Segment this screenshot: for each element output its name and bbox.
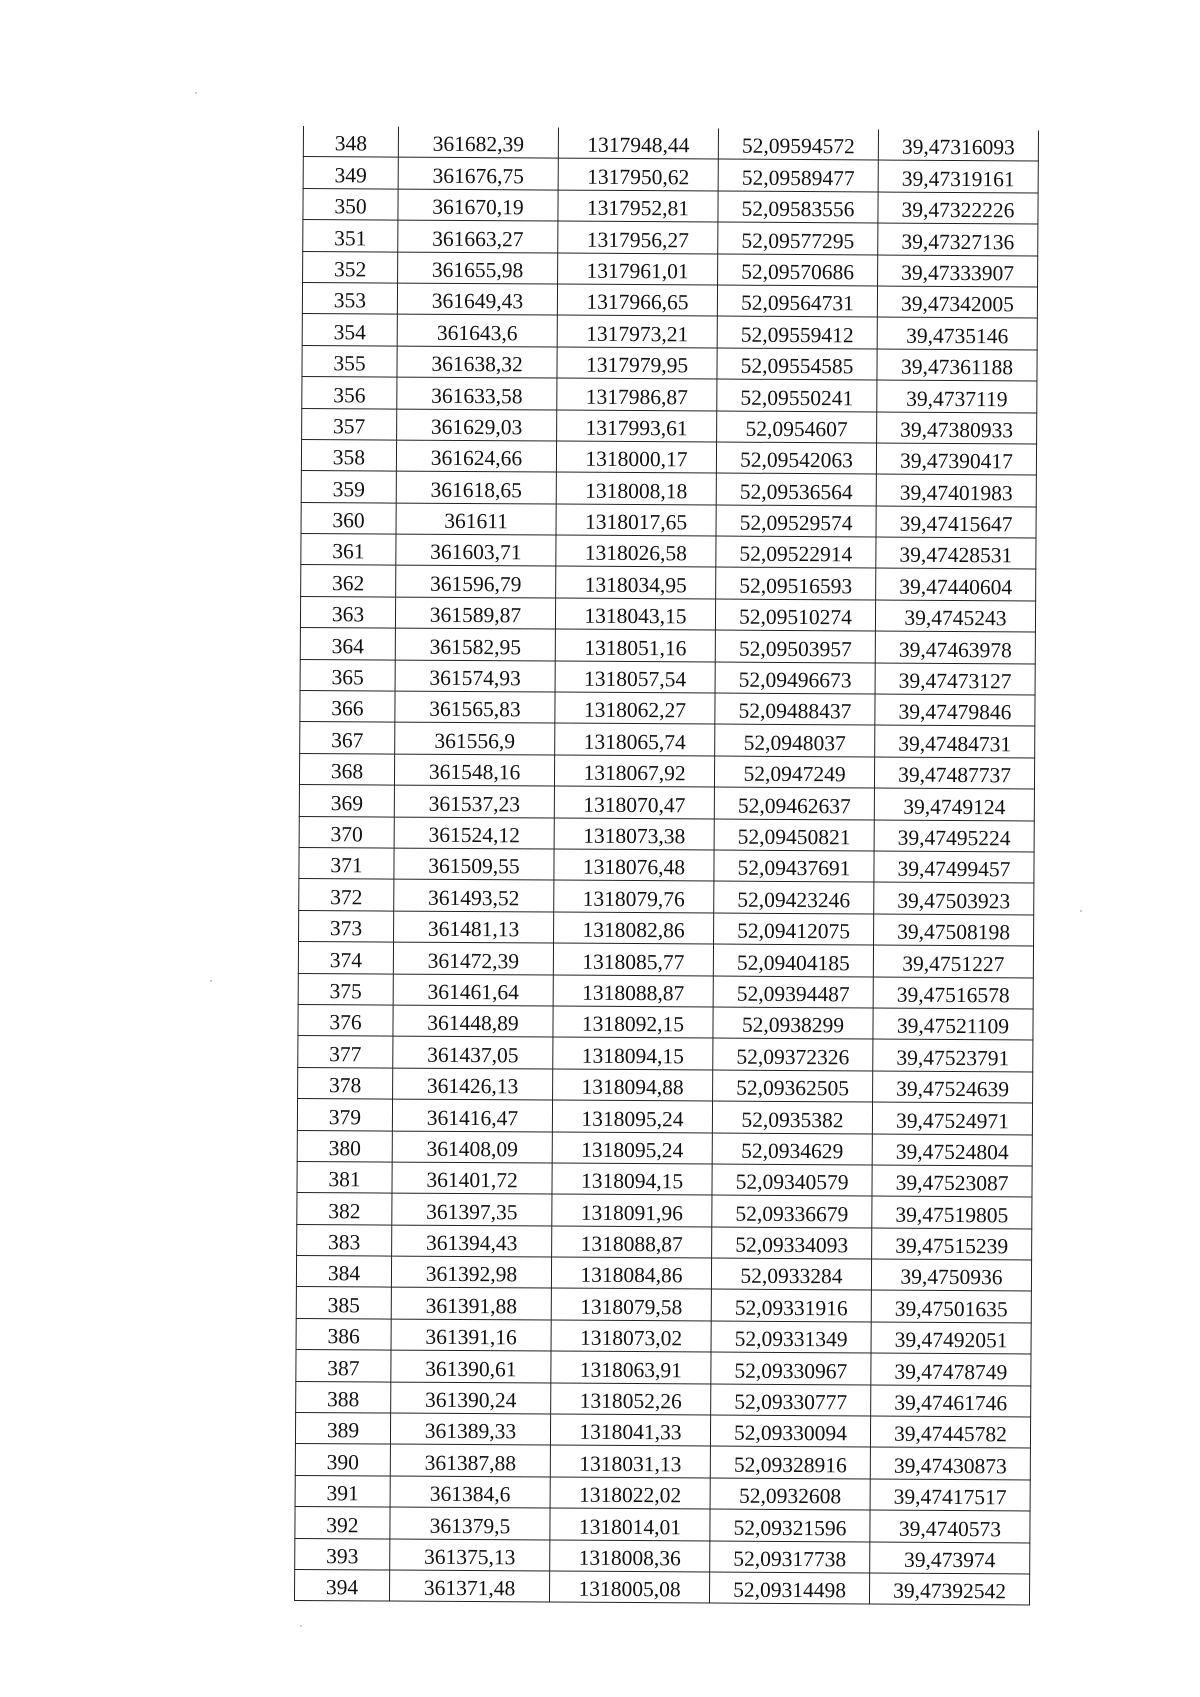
y-coordinate-cell: 1318082,86	[554, 912, 714, 944]
longitude-cell: 39,47478749	[871, 1353, 1031, 1385]
x-coordinate-cell: 361682,39	[398, 127, 558, 159]
longitude-cell: 39,47503923	[874, 882, 1034, 914]
latitude-cell: 52,0954607	[717, 411, 877, 443]
y-coordinate-cell: 1318094,88	[553, 1069, 713, 1101]
y-coordinate-cell: 1318094,15	[553, 1037, 713, 1069]
longitude-cell: 39,47492051	[871, 1322, 1031, 1354]
x-coordinate-cell: 361589,87	[395, 597, 555, 629]
point-number-cell: 378	[298, 1067, 393, 1099]
x-coordinate-cell: 361524,12	[394, 817, 554, 849]
point-number-cell: 384	[296, 1256, 391, 1288]
point-number-cell: 366	[300, 691, 395, 723]
point-number-cell: 351	[303, 220, 398, 252]
y-coordinate-cell: 1317979,95	[557, 347, 717, 379]
y-coordinate-cell: 1318052,26	[551, 1383, 711, 1415]
longitude-cell: 39,47479846	[875, 694, 1035, 726]
table-row	[297, 1161, 1032, 1197]
point-number-cell: 380	[297, 1130, 392, 1162]
point-number-cell: 352	[303, 251, 398, 283]
x-coordinate-cell: 361437,05	[393, 1036, 553, 1068]
latitude-cell: 52,0948037	[715, 724, 875, 756]
y-coordinate-cell: 1318070,47	[554, 786, 714, 818]
point-number-cell: 364	[300, 628, 395, 660]
table-row	[303, 126, 1038, 161]
y-coordinate-cell: 1318034,95	[556, 567, 716, 599]
longitude-cell: 39,47392542	[869, 1573, 1029, 1605]
point-number-cell: 373	[299, 910, 394, 942]
point-number-cell: 372	[299, 879, 394, 911]
point-number-cell: 392	[295, 1507, 390, 1539]
latitude-cell: 52,09570686	[718, 254, 878, 286]
y-coordinate-cell: 1318062,27	[555, 692, 715, 724]
longitude-cell: 39,47401983	[876, 474, 1036, 506]
latitude-cell: 52,09529574	[716, 505, 876, 537]
latitude-cell: 52,09564731	[717, 285, 877, 317]
table-row	[294, 1569, 1029, 1605]
longitude-cell: 39,47430873	[870, 1447, 1030, 1479]
table-row	[298, 1067, 1033, 1103]
x-coordinate-cell: 361638,32	[397, 346, 557, 378]
point-number-cell: 363	[300, 596, 395, 628]
point-number-cell: 394	[294, 1569, 389, 1601]
x-coordinate-cell: 361481,13	[394, 911, 554, 943]
point-number-cell: 383	[297, 1224, 392, 1256]
longitude-cell: 39,47319161	[878, 160, 1038, 192]
table-row	[295, 1538, 1030, 1574]
latitude-cell: 52,09314498	[709, 1572, 869, 1604]
longitude-cell: 39,4737119	[877, 380, 1037, 412]
latitude-cell: 52,09594572	[718, 129, 878, 161]
y-coordinate-cell: 1318073,38	[554, 818, 714, 850]
point-number-cell: 371	[299, 847, 394, 879]
y-coordinate-cell: 1318017,65	[556, 504, 716, 536]
point-number-cell: 362	[301, 565, 396, 597]
longitude-cell: 39,4745243	[875, 600, 1035, 632]
latitude-cell: 52,09503957	[715, 630, 875, 662]
x-coordinate-cell: 361611	[396, 503, 556, 535]
latitude-cell: 52,0938299	[713, 1007, 873, 1039]
latitude-cell: 52,09394487	[713, 976, 873, 1008]
table-row	[296, 1256, 1031, 1292]
y-coordinate-cell: 1318085,77	[553, 943, 713, 975]
y-coordinate-cell: 1318092,15	[553, 1006, 713, 1038]
table-row	[296, 1318, 1031, 1354]
y-coordinate-cell: 1317948,44	[558, 128, 718, 160]
latitude-cell: 52,09404185	[713, 944, 873, 976]
x-coordinate-cell: 361655,98	[398, 252, 558, 284]
x-coordinate-cell: 361397,35	[392, 1193, 552, 1225]
table-row	[295, 1475, 1030, 1511]
x-coordinate-cell: 361390,24	[391, 1382, 551, 1414]
longitude-cell: 39,47495224	[874, 820, 1034, 852]
point-number-cell: 381	[297, 1161, 392, 1193]
x-coordinate-cell: 361663,27	[398, 220, 558, 252]
table-row	[301, 565, 1036, 601]
table-row	[297, 1130, 1032, 1166]
y-coordinate-cell: 1318079,76	[554, 880, 714, 912]
point-number-cell: 355	[302, 345, 397, 377]
scan-speck	[210, 980, 212, 982]
table-row	[298, 1036, 1033, 1072]
table-row	[295, 1507, 1030, 1543]
scan-speck	[300, 1625, 302, 1627]
x-coordinate-cell: 361582,95	[395, 628, 555, 660]
point-number-cell: 350	[303, 188, 398, 220]
point-number-cell: 357	[302, 408, 397, 440]
x-coordinate-cell: 361401,72	[392, 1162, 552, 1194]
longitude-cell: 39,47342005	[877, 286, 1037, 318]
y-coordinate-cell: 1318000,17	[556, 441, 716, 473]
point-number-cell: 368	[299, 753, 394, 785]
y-coordinate-cell: 1318051,16	[555, 629, 715, 661]
longitude-cell: 39,4751227	[873, 945, 1033, 977]
y-coordinate-cell: 1317973,21	[557, 315, 717, 347]
latitude-cell: 52,09516593	[716, 567, 876, 599]
y-coordinate-cell: 1318094,15	[552, 1163, 712, 1195]
longitude-cell: 39,47524804	[872, 1133, 1032, 1165]
y-coordinate-cell: 1318005,08	[549, 1571, 709, 1603]
table-row	[296, 1350, 1031, 1386]
point-number-cell: 390	[295, 1444, 390, 1476]
latitude-cell: 52,09328916	[710, 1446, 870, 1478]
table-row	[297, 1224, 1032, 1260]
latitude-cell: 52,09321596	[710, 1509, 870, 1541]
latitude-cell: 52,09331916	[711, 1289, 871, 1321]
latitude-cell: 52,09423246	[714, 881, 874, 913]
point-number-cell: 389	[295, 1412, 390, 1444]
point-number-cell: 348	[303, 126, 398, 157]
latitude-cell: 52,09577295	[718, 222, 878, 254]
longitude-cell: 39,4750936	[871, 1259, 1031, 1291]
table-row	[295, 1412, 1030, 1448]
longitude-cell: 39,47417517	[870, 1479, 1030, 1511]
longitude-cell: 39,47390417	[876, 443, 1036, 475]
point-number-cell: 369	[299, 785, 394, 817]
table-row	[297, 1099, 1032, 1135]
latitude-cell: 52,09488437	[715, 693, 875, 725]
point-number-cell: 391	[295, 1475, 390, 1507]
y-coordinate-cell: 1318084,86	[551, 1257, 711, 1289]
table-row	[299, 910, 1034, 946]
longitude-cell: 39,47428531	[876, 537, 1036, 569]
longitude-cell: 39,47463978	[875, 631, 1035, 663]
latitude-cell: 52,09437691	[714, 850, 874, 882]
y-coordinate-cell: 1318057,54	[555, 661, 715, 693]
longitude-cell: 39,47524971	[872, 1102, 1032, 1134]
latitude-cell: 52,0947249	[714, 756, 874, 788]
point-number-cell: 374	[298, 942, 393, 974]
y-coordinate-cell: 1318063,91	[551, 1351, 711, 1383]
y-coordinate-cell: 1318091,96	[552, 1194, 712, 1226]
y-coordinate-cell: 1318079,58	[551, 1288, 711, 1320]
table-row	[303, 157, 1038, 193]
y-coordinate-cell: 1318076,48	[554, 849, 714, 881]
y-coordinate-cell: 1317966,65	[557, 284, 717, 316]
point-number-cell: 349	[303, 157, 398, 189]
latitude-cell: 52,09450821	[714, 819, 874, 851]
latitude-cell: 52,09542063	[716, 442, 876, 474]
y-coordinate-cell: 1318067,92	[554, 755, 714, 787]
longitude-cell: 39,47316093	[878, 130, 1038, 162]
point-number-cell: 382	[297, 1193, 392, 1225]
table-row	[295, 1444, 1030, 1480]
x-coordinate-cell: 361596,79	[396, 566, 556, 598]
longitude-cell: 39,4735146	[877, 317, 1037, 349]
y-coordinate-cell: 1317993,61	[557, 410, 717, 442]
latitude-cell: 52,09330094	[710, 1415, 870, 1447]
longitude-cell: 39,47524639	[873, 1071, 1033, 1103]
table-row	[301, 471, 1036, 507]
point-number-cell: 385	[296, 1287, 391, 1319]
table-row	[298, 942, 1033, 978]
x-coordinate-cell: 361624,66	[396, 440, 556, 472]
latitude-cell: 52,09583556	[718, 191, 878, 223]
scan-speck	[1080, 910, 1082, 912]
x-coordinate-cell: 361391,16	[391, 1319, 551, 1351]
longitude-cell: 39,4749124	[874, 788, 1034, 820]
table-row	[302, 314, 1037, 350]
point-number-cell: 388	[296, 1381, 391, 1413]
point-number-cell: 386	[296, 1318, 391, 1350]
longitude-cell: 39,47380933	[877, 412, 1037, 444]
table-row	[296, 1287, 1031, 1323]
longitude-cell: 39,47484731	[875, 725, 1035, 757]
latitude-cell: 52,0933284	[711, 1258, 871, 1290]
latitude-cell: 52,09522914	[716, 536, 876, 568]
point-number-cell: 376	[298, 1004, 393, 1036]
point-number-cell: 358	[301, 439, 396, 471]
y-coordinate-cell: 1318043,15	[555, 598, 715, 630]
table-row	[299, 879, 1034, 915]
longitude-cell: 39,47473127	[875, 663, 1035, 695]
x-coordinate-cell: 361461,64	[393, 974, 553, 1006]
y-coordinate-cell: 1318041,33	[550, 1414, 710, 1446]
point-number-cell: 356	[302, 377, 397, 409]
latitude-cell: 52,09412075	[714, 913, 874, 945]
point-number-cell: 359	[301, 471, 396, 503]
x-coordinate-cell: 361565,83	[395, 691, 555, 723]
table-row	[300, 722, 1035, 758]
longitude-cell: 39,47361188	[877, 349, 1037, 381]
longitude-cell: 39,47487737	[874, 757, 1034, 789]
y-coordinate-cell: 1317950,62	[558, 158, 718, 190]
table-row	[302, 377, 1037, 413]
longitude-cell: 39,47415647	[876, 506, 1036, 538]
longitude-cell: 39,47499457	[874, 851, 1034, 883]
x-coordinate-cell: 361548,16	[394, 754, 554, 786]
latitude-cell: 52,09334093	[712, 1227, 872, 1259]
latitude-cell: 52,09550241	[717, 379, 877, 411]
latitude-cell: 52,09554585	[717, 348, 877, 380]
y-coordinate-cell: 1318022,02	[550, 1477, 710, 1509]
point-number-cell: 379	[297, 1099, 392, 1131]
table-row	[303, 220, 1038, 256]
x-coordinate-cell: 361387,88	[390, 1444, 550, 1476]
point-number-cell: 375	[298, 973, 393, 1005]
longitude-cell: 39,47523087	[872, 1165, 1032, 1197]
point-number-cell: 370	[299, 816, 394, 848]
x-coordinate-cell: 361649,43	[397, 283, 557, 315]
x-coordinate-cell: 361426,13	[393, 1068, 553, 1100]
x-coordinate-cell: 361537,23	[394, 785, 554, 817]
table-row	[302, 408, 1037, 444]
longitude-cell: 39,47333907	[878, 255, 1038, 287]
x-coordinate-cell: 361509,55	[394, 848, 554, 880]
y-coordinate-cell: 1318065,74	[555, 723, 715, 755]
point-number-cell: 367	[300, 722, 395, 754]
table-row	[300, 691, 1035, 727]
y-coordinate-cell: 1318014,01	[550, 1508, 710, 1540]
y-coordinate-cell: 1318088,87	[552, 1226, 712, 1258]
x-coordinate-cell: 361371,48	[389, 1570, 549, 1602]
table-row	[298, 973, 1033, 1009]
longitude-cell: 39,47461746	[871, 1385, 1031, 1417]
x-coordinate-cell: 361643,6	[397, 314, 557, 346]
coordinates-table-body	[294, 126, 1038, 1605]
longitude-cell: 39,47519805	[872, 1196, 1032, 1228]
x-coordinate-cell: 361416,47	[392, 1099, 552, 1131]
table-row	[300, 659, 1035, 695]
longitude-cell: 39,47445782	[870, 1416, 1030, 1448]
x-coordinate-cell: 361629,03	[397, 409, 557, 441]
table-row	[299, 753, 1034, 789]
x-coordinate-cell: 361574,93	[395, 660, 555, 692]
longitude-cell: 39,47515239	[872, 1228, 1032, 1260]
point-number-cell: 354	[302, 314, 397, 346]
longitude-cell: 39,47501635	[871, 1290, 1031, 1322]
table-row	[302, 345, 1037, 381]
table-row	[301, 502, 1036, 538]
latitude-cell: 52,09340579	[712, 1164, 872, 1196]
y-coordinate-cell: 1318073,02	[551, 1320, 711, 1352]
x-coordinate-cell: 361618,65	[396, 471, 556, 503]
y-coordinate-cell: 1318095,24	[552, 1132, 712, 1164]
table-row	[301, 439, 1036, 475]
latitude-cell: 52,09331349	[711, 1321, 871, 1353]
longitude-cell: 39,47322226	[878, 192, 1038, 224]
table-row	[299, 816, 1034, 852]
x-coordinate-cell: 361676,75	[398, 157, 558, 189]
point-number-cell: 361	[301, 534, 396, 566]
x-coordinate-cell: 361394,43	[392, 1225, 552, 1257]
table-row	[300, 596, 1035, 632]
latitude-cell: 52,09559412	[717, 316, 877, 348]
table-row	[297, 1193, 1032, 1229]
y-coordinate-cell: 1318088,87	[553, 975, 713, 1007]
latitude-cell: 52,09589477	[718, 159, 878, 191]
y-coordinate-cell: 1318008,18	[556, 472, 716, 504]
longitude-cell: 39,47440604	[876, 568, 1036, 600]
x-coordinate-cell: 361384,6	[390, 1476, 550, 1508]
point-number-cell: 387	[296, 1350, 391, 1382]
x-coordinate-cell: 361408,09	[392, 1131, 552, 1163]
x-coordinate-cell: 361633,58	[397, 377, 557, 409]
latitude-cell: 52,09496673	[715, 662, 875, 694]
x-coordinate-cell: 361493,52	[394, 879, 554, 911]
x-coordinate-cell: 361670,19	[398, 189, 558, 221]
point-number-cell: 353	[302, 282, 397, 314]
coordinates-table	[294, 126, 1039, 1606]
table-row	[299, 785, 1034, 821]
table-row	[299, 847, 1034, 883]
point-number-cell: 365	[300, 659, 395, 691]
latitude-cell: 52,09462637	[714, 787, 874, 819]
longitude-cell: 39,47521109	[873, 1008, 1033, 1040]
table-row	[298, 1004, 1033, 1040]
latitude-cell: 52,09330967	[711, 1352, 871, 1384]
table-row	[296, 1381, 1031, 1417]
latitude-cell: 52,09336679	[712, 1195, 872, 1227]
longitude-cell: 39,47508198	[874, 914, 1034, 946]
table-row	[300, 628, 1035, 664]
table-row	[303, 251, 1038, 287]
x-coordinate-cell: 361375,13	[390, 1539, 550, 1571]
latitude-cell: 52,09362505	[713, 1070, 873, 1102]
latitude-cell: 52,09372326	[713, 1038, 873, 1070]
x-coordinate-cell: 361389,33	[390, 1413, 550, 1445]
x-coordinate-cell: 361472,39	[393, 942, 553, 974]
latitude-cell: 52,0935382	[712, 1101, 872, 1133]
latitude-cell: 52,0934629	[712, 1133, 872, 1165]
y-coordinate-cell: 1318008,36	[550, 1540, 710, 1572]
table-row	[301, 534, 1036, 570]
x-coordinate-cell: 361392,98	[391, 1256, 551, 1288]
latitude-cell: 52,09536564	[716, 473, 876, 505]
table-row	[302, 282, 1037, 318]
longitude-cell: 39,4740573	[870, 1510, 1030, 1542]
y-coordinate-cell: 1317961,01	[558, 253, 718, 285]
y-coordinate-cell: 1317956,27	[558, 221, 718, 253]
latitude-cell: 52,09317738	[710, 1541, 870, 1573]
y-coordinate-cell: 1318095,24	[552, 1100, 712, 1132]
longitude-cell: 39,473974	[870, 1542, 1030, 1574]
longitude-cell: 39,47516578	[873, 977, 1033, 1009]
x-coordinate-cell: 361603,71	[396, 534, 556, 566]
y-coordinate-cell: 1318026,58	[556, 535, 716, 567]
y-coordinate-cell: 1317986,87	[557, 378, 717, 410]
y-coordinate-cell: 1318031,13	[550, 1445, 710, 1477]
x-coordinate-cell: 361556,9	[395, 722, 555, 754]
y-coordinate-cell: 1317952,81	[558, 190, 718, 222]
point-number-cell: 377	[298, 1036, 393, 1068]
latitude-cell: 52,0932608	[710, 1478, 870, 1510]
longitude-cell: 39,47523791	[873, 1039, 1033, 1071]
point-number-cell: 360	[301, 502, 396, 534]
x-coordinate-cell: 361379,5	[390, 1507, 550, 1539]
latitude-cell: 52,09510274	[715, 599, 875, 631]
latitude-cell: 52,09330777	[711, 1384, 871, 1416]
x-coordinate-cell: 361390,61	[391, 1350, 551, 1382]
scan-speck	[195, 92, 197, 94]
x-coordinate-cell: 361391,88	[391, 1288, 551, 1320]
longitude-cell: 39,47327136	[878, 223, 1038, 255]
x-coordinate-cell: 361448,89	[393, 1005, 553, 1037]
table-row	[303, 188, 1038, 224]
point-number-cell: 393	[295, 1538, 390, 1570]
